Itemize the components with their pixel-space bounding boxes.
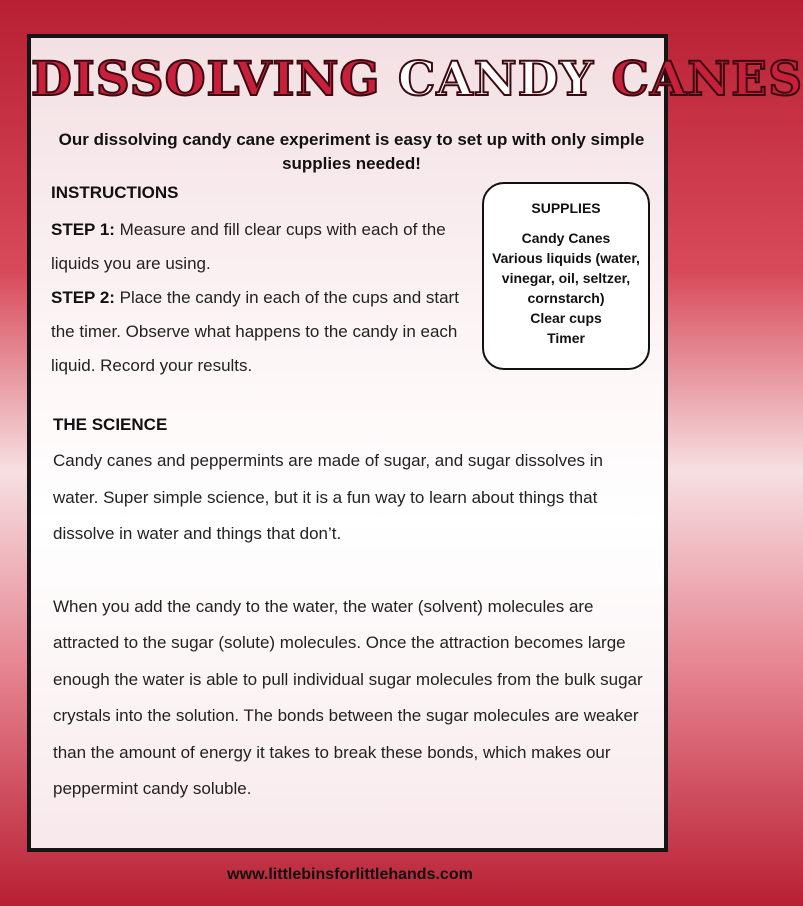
science-paragraph-1: Candy canes and peppermints are made of sugar, and sugar dissolves in water. Super simple science, but it is a fun way to learn about things that dissolve in water and things that don’t. <box>53 451 603 543</box>
step-2-label: STEP 2: <box>51 288 115 307</box>
science-heading: THE SCIENCE <box>53 415 168 434</box>
step-2-text: Place the candy in each of the cups and start the timer. Observe what happens to the candy in each liquid. Record your results. <box>51 288 459 375</box>
supply-item: Various liquids (water, vinegar, oil, seltzer, cornstarch) <box>492 250 640 306</box>
step-1-label: STEP 1: <box>51 220 115 239</box>
step-1-text: Measure and fill clear cups with each of the liquids you are using. <box>51 220 446 273</box>
instructions-heading: INSTRUCTIONS <box>51 183 179 202</box>
science-paragraph-2: When you add the candy to the water, the water (solvent) molecules are attracted to the sugar (solute) molecules. Once the attraction becomes large enough the water is able to pull individual sugar molecules from the bulk sugar crystals into the solution. The bonds between the sugar molecules are weaker than the amount of energy it takes to break these bonds, which makes our peppermint candy soluble. <box>53 596 643 798</box>
supply-item: Clear cups <box>530 310 602 326</box>
page-title <box>31 50 803 110</box>
step-1 <box>51 213 476 281</box>
supply-item: Timer <box>547 330 585 346</box>
footer-url: www.littlebinsforlittlehands.com <box>227 866 473 883</box>
title-word-candy: CANDY <box>397 52 612 107</box>
title-word-canes: CANES <box>611 52 803 107</box>
step-2 <box>51 281 476 383</box>
intro-text: Our dissolving candy cane experiment is easy to set up with only simple supplies needed! <box>58 130 645 173</box>
supply-item: Candy Canes <box>521 230 611 246</box>
title-word-dissolving: DISSOLVING <box>31 52 398 107</box>
science-body <box>53 443 653 808</box>
supplies-heading: SUPPLIES <box>531 200 601 216</box>
worksheet-card <box>27 34 803 852</box>
instructions-body <box>51 213 476 383</box>
supplies-box <box>482 182 650 370</box>
